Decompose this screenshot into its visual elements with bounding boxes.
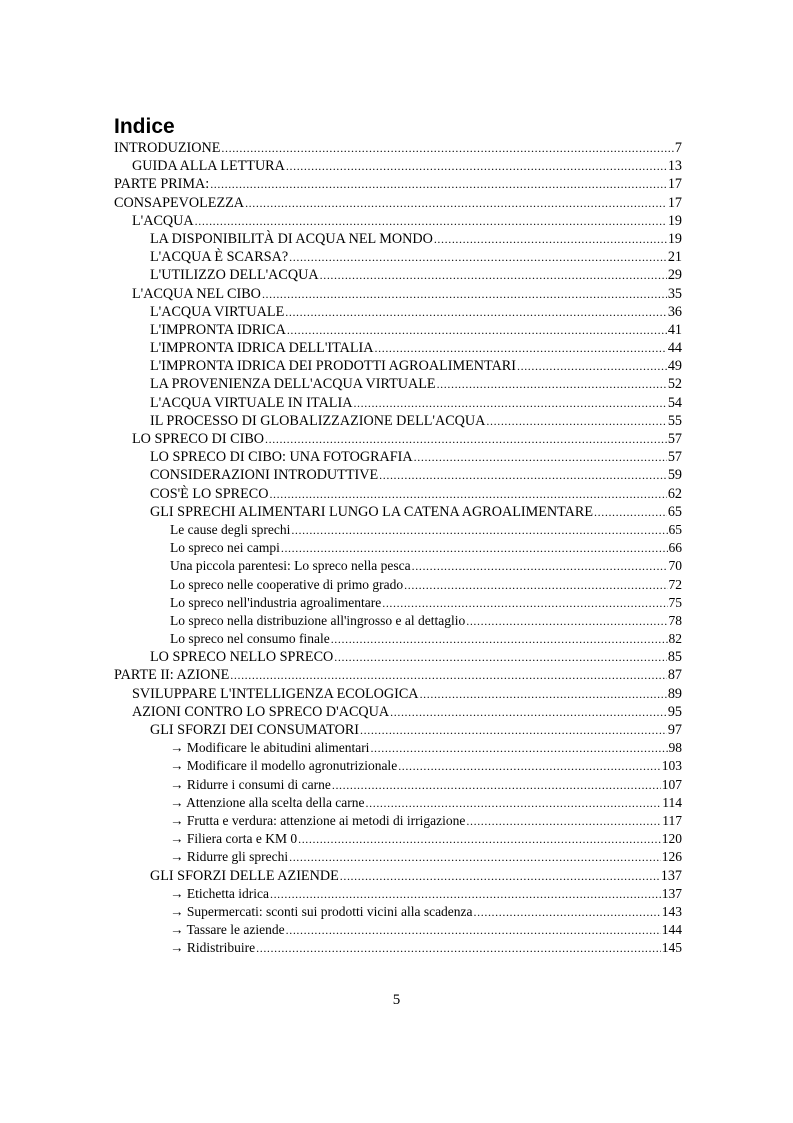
toc-entry-page: 49 bbox=[667, 358, 682, 375]
toc-entry-label: IL PROCESSO DI GLOBALIZZAZIONE DELL'ACQUA bbox=[150, 412, 486, 429]
toc-entry[interactable] bbox=[114, 285, 682, 303]
toc-entry[interactable] bbox=[114, 703, 682, 721]
toc-entry[interactable] bbox=[114, 430, 682, 448]
toc-entry[interactable] bbox=[114, 485, 682, 503]
toc-entry[interactable] bbox=[114, 394, 682, 412]
toc-entry-page: 36 bbox=[667, 303, 682, 320]
dot-leader bbox=[486, 412, 666, 430]
toc-entry[interactable] bbox=[114, 776, 682, 794]
dot-leader bbox=[366, 794, 662, 812]
toc-entry-label: GLI SFORZI DELLE AZIENDE bbox=[150, 867, 339, 884]
dot-leader bbox=[398, 757, 661, 775]
dot-leader bbox=[360, 721, 667, 739]
toc-entry[interactable] bbox=[114, 321, 682, 339]
toc-entry[interactable] bbox=[114, 812, 682, 830]
toc-entry[interactable] bbox=[114, 757, 682, 775]
toc-entry-page: 52 bbox=[667, 376, 682, 393]
toc-entry[interactable] bbox=[114, 885, 682, 903]
dot-leader bbox=[353, 394, 666, 412]
toc-entry[interactable] bbox=[114, 630, 682, 648]
dot-leader bbox=[287, 321, 667, 339]
dot-leader bbox=[379, 466, 667, 484]
dot-leader bbox=[281, 539, 668, 557]
toc-entry-label: L'ACQUA NEL CIBO bbox=[132, 285, 261, 302]
toc-entry[interactable] bbox=[114, 375, 682, 393]
page-title: Indice bbox=[114, 115, 175, 138]
dot-leader bbox=[298, 830, 661, 848]
dot-leader bbox=[420, 685, 667, 703]
dot-leader bbox=[404, 576, 667, 594]
toc-entry-page: 29 bbox=[667, 267, 682, 284]
toc-entry[interactable] bbox=[114, 357, 682, 375]
toc-entry[interactable] bbox=[114, 157, 682, 175]
dot-leader bbox=[286, 921, 661, 939]
toc-entry-page: 145 bbox=[661, 940, 682, 956]
dot-leader bbox=[390, 703, 667, 721]
toc-entry-label: Le cause degli sprechi bbox=[170, 521, 291, 537]
toc-entry-page: 19 bbox=[667, 212, 682, 229]
page-number: 5 bbox=[392, 992, 401, 1008]
toc-entry-label: → Frutta e verdura: attenzione ai metodi di irrigazione bbox=[170, 812, 466, 828]
toc-entry-page: 143 bbox=[661, 903, 682, 919]
dot-leader bbox=[332, 776, 661, 794]
toc-entry[interactable] bbox=[114, 612, 682, 630]
dot-leader bbox=[285, 303, 667, 321]
toc-entry-page: 89 bbox=[667, 685, 682, 702]
dot-leader bbox=[289, 248, 667, 266]
toc-entry-label: → Modificare le abitudini alimentari bbox=[170, 740, 370, 756]
toc-entry[interactable] bbox=[114, 503, 682, 521]
toc-entry-page: 107 bbox=[661, 776, 682, 792]
dot-leader bbox=[195, 212, 667, 230]
toc-entry-page: 114 bbox=[662, 794, 682, 810]
toc-entry[interactable] bbox=[114, 139, 682, 157]
dot-leader bbox=[270, 885, 661, 903]
dot-leader bbox=[370, 739, 667, 757]
dot-leader bbox=[221, 139, 674, 157]
toc-entry-page: 78 bbox=[668, 612, 682, 628]
toc-entry-label: Lo spreco nell'industria agroalimentare bbox=[170, 594, 382, 610]
toc-entry-label: → Ridurre gli sprechi bbox=[170, 849, 289, 865]
dot-leader bbox=[269, 485, 666, 503]
dot-leader bbox=[320, 266, 667, 284]
toc-entry-label: INTRODUZIONE bbox=[114, 140, 221, 156]
toc-entry-label: L'IMPRONTA IDRICA bbox=[150, 321, 286, 338]
toc-entry[interactable] bbox=[114, 648, 682, 666]
dot-leader bbox=[210, 175, 667, 193]
dot-leader bbox=[382, 594, 667, 612]
toc-entry[interactable] bbox=[114, 339, 682, 357]
toc-entry-label: LA PROVENIENZA DELL'ACQUA VIRTUALE bbox=[150, 376, 436, 393]
dot-leader bbox=[375, 339, 667, 357]
toc-entry[interactable] bbox=[114, 248, 682, 266]
toc-entry-label: → Tassare le aziende bbox=[170, 922, 285, 938]
dot-leader bbox=[291, 521, 667, 539]
toc-entry-page: 35 bbox=[667, 285, 682, 302]
dot-leader bbox=[262, 285, 667, 303]
dot-leader bbox=[474, 903, 661, 921]
toc-entry-page: 44 bbox=[667, 340, 682, 357]
toc-entry-label: → Modificare il modello agronutrizionale bbox=[170, 758, 398, 774]
toc-entry-label: → Etichetta idrica bbox=[170, 885, 269, 901]
toc-entry[interactable] bbox=[114, 412, 682, 430]
toc-entry[interactable] bbox=[114, 794, 682, 812]
toc-entry[interactable] bbox=[114, 303, 682, 321]
toc-entry-label: GLI SPRECHI ALIMENTARI LUNGO LA CATENA AGROALIMENTARE bbox=[150, 503, 594, 520]
dot-leader bbox=[414, 448, 667, 466]
toc-entry-label: AZIONI CONTRO LO SPRECO D'ACQUA bbox=[132, 703, 390, 720]
toc-entry[interactable] bbox=[114, 721, 682, 739]
dot-leader bbox=[256, 939, 661, 957]
toc-entry[interactable] bbox=[114, 921, 682, 939]
dot-leader bbox=[594, 503, 667, 521]
toc-entry-label: L'ACQUA È SCARSA? bbox=[150, 249, 289, 266]
toc-entry-page: 97 bbox=[667, 722, 682, 738]
toc-entry-label: Lo spreco nei campi bbox=[170, 540, 280, 556]
toc-entry-label: → Ridurre i consumi di carne bbox=[170, 776, 331, 792]
dot-leader bbox=[466, 812, 661, 830]
toc-entry-page: 65 bbox=[667, 503, 682, 520]
toc-entry[interactable] bbox=[114, 212, 682, 230]
toc-entry-label: SVILUPPARE L'INTELLIGENZA ECOLOGICA bbox=[132, 685, 419, 702]
dot-leader bbox=[437, 375, 667, 393]
dot-leader bbox=[230, 666, 667, 684]
toc-entry[interactable] bbox=[114, 576, 682, 594]
toc-entry-page: 103 bbox=[661, 758, 682, 774]
toc-entry[interactable] bbox=[114, 685, 682, 703]
toc-entry[interactable] bbox=[114, 594, 682, 612]
dot-leader bbox=[265, 430, 667, 448]
toc-entry-page: 66 bbox=[668, 540, 682, 556]
toc-entry-page: 82 bbox=[668, 631, 682, 647]
toc-entry-label: COS'È LO SPRECO bbox=[150, 485, 269, 502]
toc-entry-page: 65 bbox=[668, 521, 682, 537]
toc-entry-page: 59 bbox=[667, 467, 682, 484]
toc-entry-page: 137 bbox=[660, 867, 682, 884]
toc-entry-label: LO SPRECO DI CIBO bbox=[132, 431, 265, 447]
toc-entry[interactable] bbox=[114, 230, 682, 248]
dot-leader bbox=[289, 848, 661, 866]
toc-entry-label: PARTE PRIMA: bbox=[114, 176, 210, 193]
toc-entry-page: 98 bbox=[668, 740, 682, 756]
toc-entry-label: L'IMPRONTA IDRICA DEI PRODOTTI AGROALIMENTARI bbox=[150, 358, 516, 375]
toc-entry-label: CONSAPEVOLEZZA bbox=[114, 194, 245, 211]
toc-entry[interactable] bbox=[114, 557, 682, 575]
toc-entry-page: 21 bbox=[667, 249, 682, 266]
toc-entry-page: 70 bbox=[668, 558, 682, 574]
toc-entry-page: 55 bbox=[667, 412, 682, 429]
toc-entry[interactable] bbox=[114, 666, 682, 684]
toc-entry-label: LA DISPONIBILITÀ DI ACQUA NEL MONDO bbox=[150, 230, 433, 247]
toc-entry-page: 7 bbox=[674, 140, 682, 156]
toc-entry-page: 117 bbox=[662, 812, 682, 828]
toc-entry[interactable] bbox=[114, 266, 682, 284]
toc-entry-page: 144 bbox=[661, 922, 682, 938]
toc-entry-page: 57 bbox=[667, 431, 682, 447]
dot-leader bbox=[331, 630, 668, 648]
toc-entry-page: 126 bbox=[661, 849, 682, 865]
toc-entry[interactable] bbox=[114, 539, 682, 557]
toc-entry[interactable] bbox=[114, 939, 682, 957]
toc-entry-label: L'UTILIZZO DELL'ACQUA bbox=[150, 267, 319, 284]
toc-entry[interactable] bbox=[114, 448, 682, 466]
toc-entry-page: 120 bbox=[661, 831, 682, 847]
toc-entry-label: L'IMPRONTA IDRICA DELL'ITALIA bbox=[150, 340, 374, 357]
toc-entry-label: → Attenzione alla scelta della carne bbox=[170, 794, 365, 810]
toc-entry-label: L'ACQUA bbox=[132, 212, 194, 229]
toc-entry-page: 137 bbox=[661, 885, 682, 901]
toc-entry-label: GLI SFORZI DEI CONSUMATORI bbox=[150, 722, 360, 738]
toc-entry-label: LO SPRECO DI CIBO: UNA FOTOGRAFIA bbox=[150, 449, 413, 466]
toc-entry-label: Lo spreco nel consumo finale bbox=[170, 631, 330, 647]
toc-entry-label: → Supermercati: sconti sui prodotti vicini alla scadenza bbox=[170, 903, 473, 919]
toc-entry-page: 57 bbox=[667, 449, 682, 466]
toc-entry-page: 19 bbox=[667, 230, 682, 247]
toc-entry-label: LO SPRECO NELLO SPRECO bbox=[150, 649, 334, 666]
toc-entry-page: 17 bbox=[667, 194, 682, 211]
toc-entry-page: 54 bbox=[667, 394, 682, 411]
toc-entry-page: 85 bbox=[667, 649, 682, 666]
table-of-contents bbox=[114, 139, 682, 957]
toc-entry-label: L'ACQUA VIRTUALE bbox=[150, 303, 285, 320]
dot-leader bbox=[245, 194, 667, 212]
toc-entry-page: 41 bbox=[667, 321, 682, 338]
toc-entry-label: CONSIDERAZIONI INTRODUTTIVE bbox=[150, 467, 379, 484]
toc-entry-page: 87 bbox=[667, 667, 682, 684]
toc-entry-page: 17 bbox=[667, 176, 682, 193]
dot-leader bbox=[517, 357, 667, 375]
dot-leader bbox=[434, 230, 667, 248]
dot-leader bbox=[340, 867, 660, 885]
dot-leader bbox=[466, 612, 667, 630]
toc-entry-label: → Ridistribuire bbox=[170, 940, 256, 956]
toc-entry-page: 72 bbox=[668, 576, 682, 592]
toc-entry[interactable] bbox=[114, 739, 682, 757]
toc-entry[interactable] bbox=[114, 867, 682, 885]
toc-entry[interactable] bbox=[114, 521, 682, 539]
toc-entry[interactable] bbox=[114, 194, 682, 212]
toc-entry[interactable] bbox=[114, 903, 682, 921]
dot-leader bbox=[334, 648, 667, 666]
toc-entry-page: 95 bbox=[667, 703, 682, 720]
toc-entry-label: Una piccola parentesi: Lo spreco nella pesca bbox=[170, 558, 411, 574]
toc-entry[interactable] bbox=[114, 466, 682, 484]
toc-entry-page: 75 bbox=[668, 594, 682, 610]
toc-entry[interactable] bbox=[114, 848, 682, 866]
toc-entry-page: 13 bbox=[667, 158, 682, 175]
toc-entry-label: Lo spreco nella distribuzione all'ingrosso e al dettaglio bbox=[170, 612, 466, 628]
toc-entry-label: PARTE II: AZIONE bbox=[114, 667, 230, 684]
toc-entry-label: GUIDA ALLA LETTURA bbox=[132, 158, 285, 175]
toc-entry[interactable] bbox=[114, 175, 682, 193]
dot-leader bbox=[412, 557, 668, 575]
dot-leader bbox=[286, 157, 667, 175]
toc-entry-label: → Filiera corta e KM 0 bbox=[170, 831, 298, 847]
toc-entry[interactable] bbox=[114, 830, 682, 848]
toc-entry-label: Lo spreco nelle cooperative di primo grado bbox=[170, 576, 404, 592]
toc-entry-page: 62 bbox=[667, 485, 682, 502]
toc-entry-label: L'ACQUA VIRTUALE IN ITALIA bbox=[150, 394, 353, 411]
